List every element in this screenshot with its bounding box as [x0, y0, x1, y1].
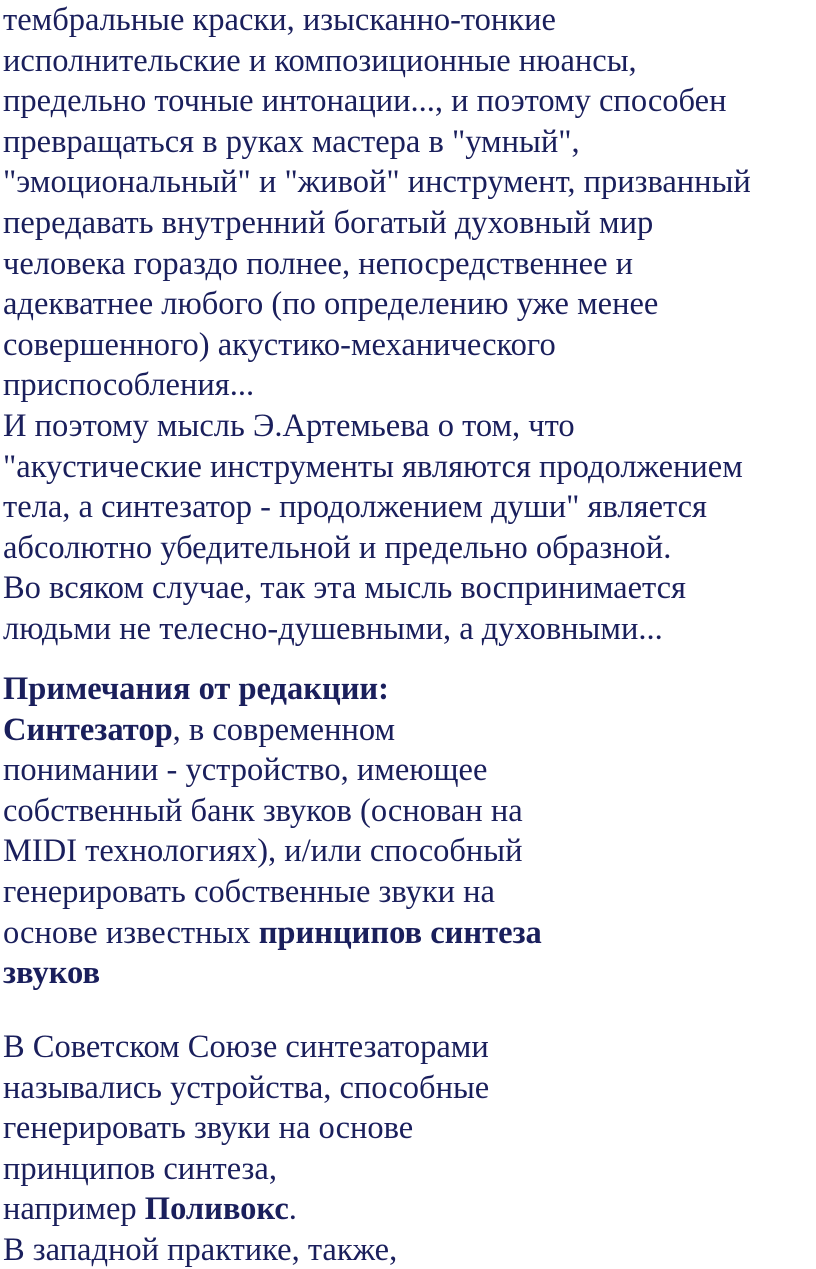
text-line: исполнительские и композиционные нюансы, [3, 42, 637, 79]
text-line: В Советском Союзе синтезаторами [3, 1029, 489, 1065]
notes-heading: Примечания от редакции: [3, 671, 389, 707]
text-line: собственный банк звуков (основан на [3, 792, 523, 829]
text-line: адекватнее любого (по определению уже менее [3, 286, 659, 323]
synthesis-principles-term-cont: звуков [3, 955, 101, 992]
text-line: людьми не телесно-душевными, а духовными... [3, 610, 663, 647]
text-fragment: , в современном [172, 711, 396, 748]
text-line: В западной практике, также, [3, 1231, 398, 1268]
text-line: генерировать звуки на основе [3, 1110, 414, 1147]
text-line: совершенного) акустико-механического [3, 326, 556, 363]
editor-notes [3, 669, 542, 994]
polivoks-term: Поливокс [144, 1191, 289, 1228]
text-line [3, 913, 542, 954]
text-line: "эмоциональный" и "живой" инструмент, призванный [3, 164, 751, 201]
text-line: предельно точные интонации..., и поэтому способен [3, 83, 727, 120]
text-line: тела, а синтезатор - продолжением души" является [3, 489, 707, 526]
text-line: понимании - устройство, имеющее [3, 752, 488, 789]
text-line: "акустические инструменты являются продолжением [3, 448, 743, 485]
text-line: человека гораздо полнее, непосредственнее и [3, 245, 634, 282]
text-line: принципов синтеза, [3, 1150, 277, 1187]
text-line [3, 1189, 489, 1230]
soviet-paragraph [3, 1027, 489, 1269]
synthesizer-term: Синтезатор [3, 711, 173, 748]
text-line: превращаться в руках мастера в "умный", [3, 123, 580, 160]
text-line: приспособления... [3, 367, 255, 404]
text-line [3, 710, 542, 751]
main-paragraph [3, 0, 751, 650]
text-fragment: основе известных [3, 914, 259, 951]
text-line: назывались устройства, способные [3, 1069, 490, 1106]
text-line: Во всяком случае, так эта мысль воспринимается [3, 570, 687, 607]
text-fragment: например [3, 1191, 145, 1228]
text-line: передавать внутренний богатый духовный мир [3, 204, 654, 241]
synthesis-principles-term: принципов синтеза [258, 914, 542, 951]
text-line: абсолютно убедительной и предельно образной. [3, 529, 672, 566]
text-line: И поэтому мысль Э.Артемьева о том, что [3, 407, 575, 444]
text-line: MIDI технологиях), и/или способный [3, 833, 523, 870]
text-line: тембральные краски, изысканно-тонкие [3, 2, 556, 38]
text-fragment: . [288, 1191, 297, 1228]
text-line: генерировать собственные звуки на [3, 873, 495, 910]
